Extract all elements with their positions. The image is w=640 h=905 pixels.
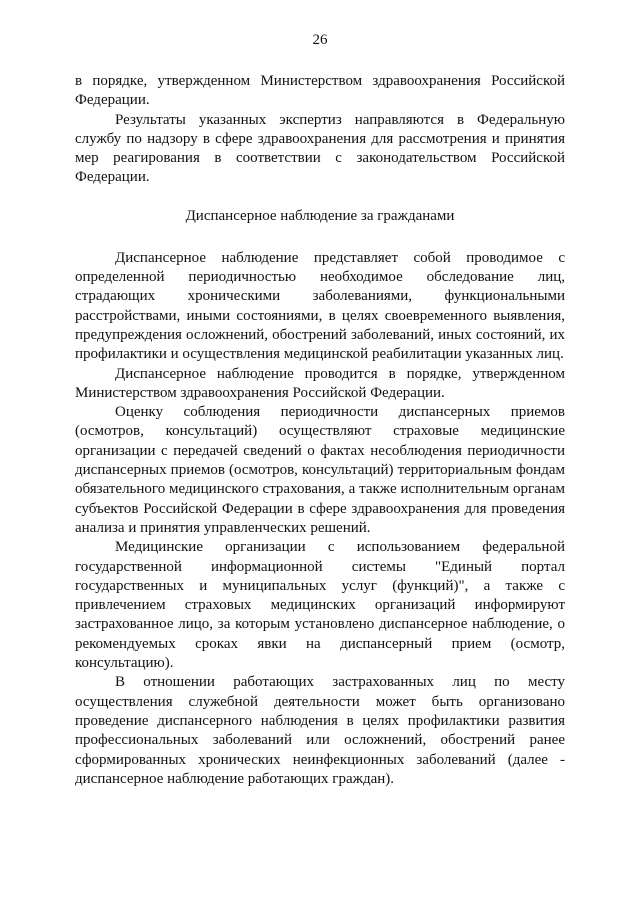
section-paragraph-2: Диспансерное наблюдение проводится в порядке, утвержденном Министерством здравоохранения Российской Федерации.	[75, 365, 565, 401]
page-number: 26	[312, 32, 328, 48]
section-paragraph-1: Диспансерное наблюдение представляет собой проводимое с определенной периодичностью необходимое обследование лиц, страдающих хроническими заболеваниями, функциональными расстройствами, иными состояниями, в целях своевременного выявления, предупреждения осложнений, обострений заболеваний, иных состояний, их профилактики и осуществления медицинской реабилитации указанных лиц.	[75, 249, 565, 363]
section-paragraph-3: Оценку соблюдения периодичности диспансерных приемов (осмотров, консультаций) осуществляют страховые медицинские организации с передачей сведений о фактах несоблюдения периодичности диспансерных приемов (осмотров, консультаций) территориальным фондам обязательного медицинского страхования, а также исполнительным органам субъектов Российской Федерации в сфере здравоохранения для проведения анализа и принятия управленческих решений.	[75, 404, 565, 536]
intro-paragraph-1: в порядке, утвержденном Министерством здравоохранения Российской Федерации.	[75, 73, 565, 109]
section-paragraph-5: В отношении работающих застрахованных лиц по месту осуществления служебной деятельности может быть организовано проведение диспансерного наблюдения в целях профилактики развития профессиональных заболеваний или осложнений, обострений ранее сформированных хронических неинфекционных заболеваний (далее - диспансерное наблюдение работающих граждан).	[75, 674, 565, 787]
document-page	[75, 30, 565, 789]
section-heading: Диспансерное наблюдение за гражданами	[185, 207, 455, 224]
section-paragraph-4: Медицинские организации с использованием федеральной государственной информационной системы "Единый портал государственных и муниципальных услуг (функций)", а также с привлечением страховых медицинских организаций информируют застрахованное лицо, за которым установлено диспансерное наблюдение, о рекомендуемых сроках явки на диспансерный прием (осмотр, консультацию).	[75, 539, 565, 672]
intro-paragraph-2: Результаты указанных экспертиз направляются в Федеральную службу по надзору в сфере здравоохранения для рассмотрения и принятия мер реагирования в соответствии с законодательством Российской Федерации.	[75, 111, 565, 186]
